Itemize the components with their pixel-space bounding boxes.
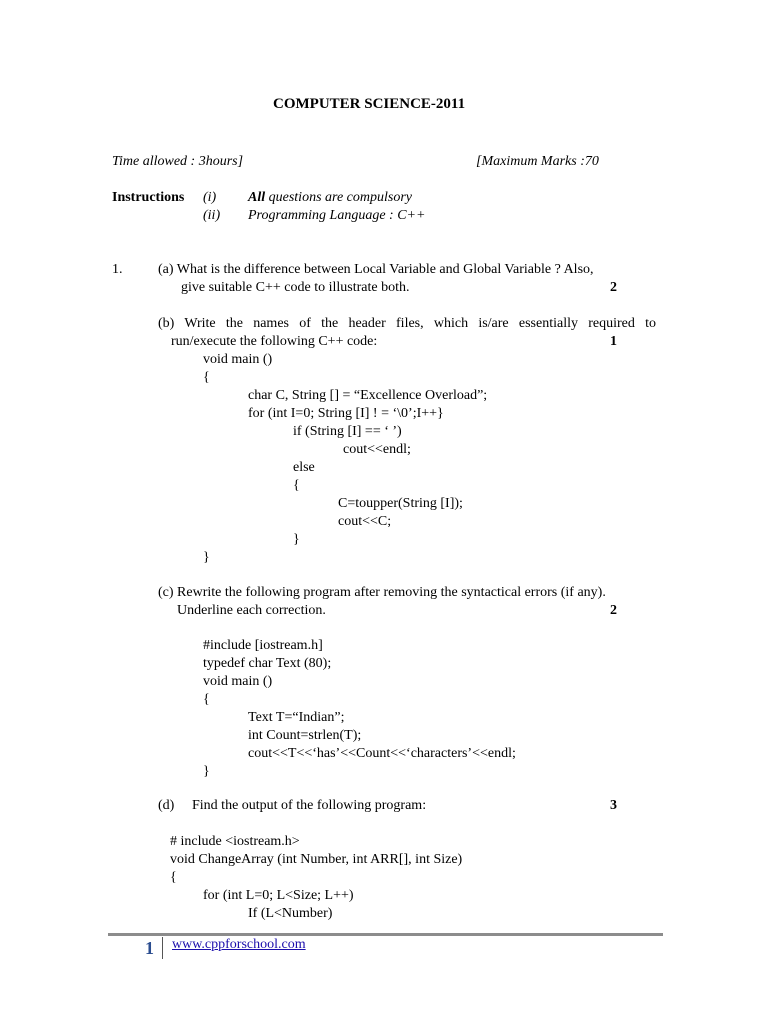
code-line: } [203,550,210,565]
code-line: #include [iostream.h] [203,638,323,653]
code-line: cout<<C; [338,514,392,529]
question-b-line2: run/execute the following C++ code: [171,334,378,349]
code-line: for (int L=0; L<Size; L++) [203,888,354,903]
question-c-line2: Underline each correction. [177,603,326,618]
question-d-text: Find the output of the following program: [192,798,427,813]
time-allowed: Time allowed : 3hours] [112,154,244,169]
code-line: cout<<T<<‘has’<<Count<<‘characters’<<endl; [248,746,516,761]
code-line: void ChangeArray (int Number, int ARR[], int Size) [170,852,463,867]
page-title: COMPUTER SCIENCE-2011 [273,96,466,112]
code-line: C=toupper(String [I]); [338,496,463,511]
footer-separator [162,937,163,959]
code-line: typedef char Text (80); [203,656,332,671]
code-line: else [293,460,315,475]
question-c-line1: (c) Rewrite the following program after removing the syntactical errors (if any). [158,585,606,600]
code-line: int Count=strlen(T); [248,728,362,743]
page-number: 1 [145,938,154,958]
question-number: 1. [112,262,123,277]
question-b-line1: (b) Write the names of the header files, which is/are essentially required to [158,316,656,331]
question-d-label: (d) [158,798,175,813]
question-d-marks: 3 [610,798,617,813]
question-a-line2: give suitable C++ code to illustrate both. [181,280,410,295]
question-a-marks: 2 [610,280,617,295]
website-link[interactable]: www.cppforschool.com [172,937,306,952]
code-line: If (L<Number) [248,906,333,921]
code-line: } [293,532,300,547]
code-line: for (int I=0; String [I] ! = ‘\0’;I++} [248,406,444,421]
code-line: } [203,764,210,779]
code-line: # include <iostream.h> [170,834,300,849]
code-line: void main () [203,352,273,367]
code-line: char C, String [] = “Excellence Overload”; [248,388,488,403]
question-a-line1: (a) What is the difference between Local Variable and Global Variable ? Also, [158,262,594,277]
code-line: if (String [I] == ‘ ’) [293,424,402,439]
code-line: Text T=“Indian”; [248,710,345,725]
question-c-marks: 2 [610,603,617,618]
code-line: { [203,370,210,385]
code-line: { [203,692,210,707]
code-line: { [293,478,300,493]
maximum-marks: [Maximum Marks :70 [476,154,599,169]
code-line: cout<<endl; [343,442,411,457]
instruction-number: (ii) [203,208,221,223]
code-line: { [170,870,177,885]
instruction-text: Programming Language : C++ [248,208,426,223]
code-line: void main () [203,674,273,689]
question-b-marks: 1 [610,334,617,349]
instructions-label: Instructions [112,190,185,205]
instruction-number: (i) [203,190,217,205]
instruction-text: All questions are compulsory [248,190,412,205]
